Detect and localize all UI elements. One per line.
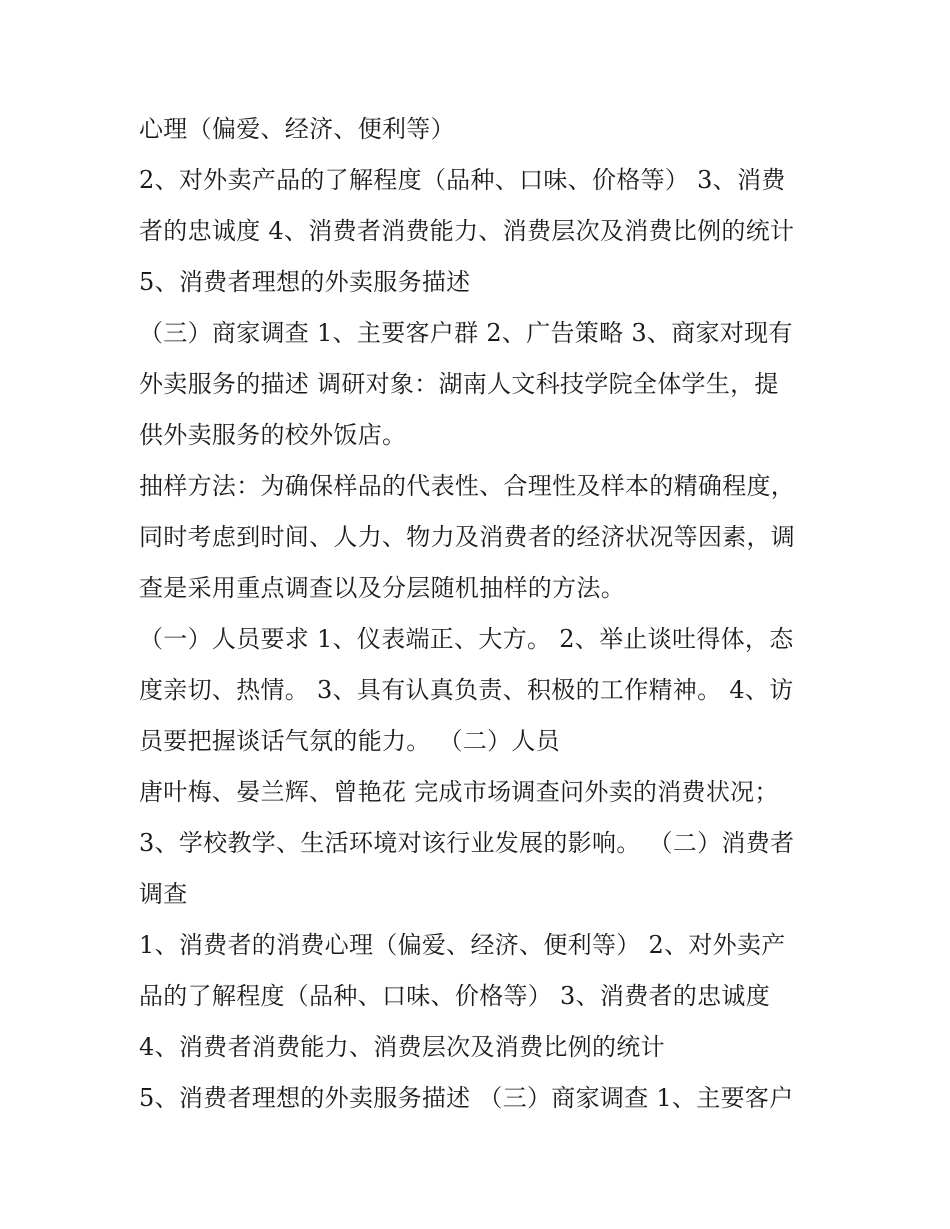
text-line: 抽样方法：为确保样品的代表性、合理性及样本的精确程度， [139,472,796,500]
text-line: 1、消费者的消费心理（偏爱、经济、便利等） 2、对外卖产 [139,931,786,959]
document-body [139,104,839,1124]
text-line: 供外卖服务的校外饭店。 [139,421,407,449]
text-line: 员要把握谈话气氛的能力。 （二）人员 [139,727,561,755]
text-line: 2、对外卖产品的了解程度（品种、口味、价格等） 3、消费 [139,166,786,194]
text-line: 心理（偏爱、经济、便利等） [139,115,455,143]
text-line: 外卖服务的描述 调研对象：湖南人文科技学院全体学生，提 [139,370,779,398]
text-line: 者的忠诚度 4、消费者消费能力、消费层次及消费比例的统计 [139,217,795,245]
text-line: 同时考虑到时间、人力、物力及消费者的经济状况等因素，调 [139,523,796,551]
text-line: 调查 [139,880,188,908]
text-line: 5、消费者理想的外卖服务描述 （三）商家调查 1、主要客户 [139,1084,794,1112]
text-line: 度亲切、热情。 3、具有认真负责、积极的工作精神。 4、访 [139,676,794,704]
text-line: 4、消费者消费能力、消费层次及消费比例的统计 [139,1033,665,1061]
text-line: 唐叶梅、晏兰辉、曾艳花 完成市场调查问外卖的消费状况； [139,778,779,806]
text-line: 查是采用重点调查以及分层随机抽样的方法。 [139,574,625,602]
text-line: 品的了解程度（品种、口味、价格等） 3、消费者的忠诚度 [139,982,770,1010]
text-line: 5、消费者理想的外卖服务描述 [139,268,471,296]
text-line: 3、学校教学、生活环境对该行业发展的影响。 （二）消费者 [139,829,795,857]
text-line: （一）人员要求 1、仪表端正、大方。 2、举止谈吐得体，态 [139,625,794,653]
text-line: （三）商家调查 1、主要客户群 2、广告策略 3、商家对现有 [139,319,793,347]
